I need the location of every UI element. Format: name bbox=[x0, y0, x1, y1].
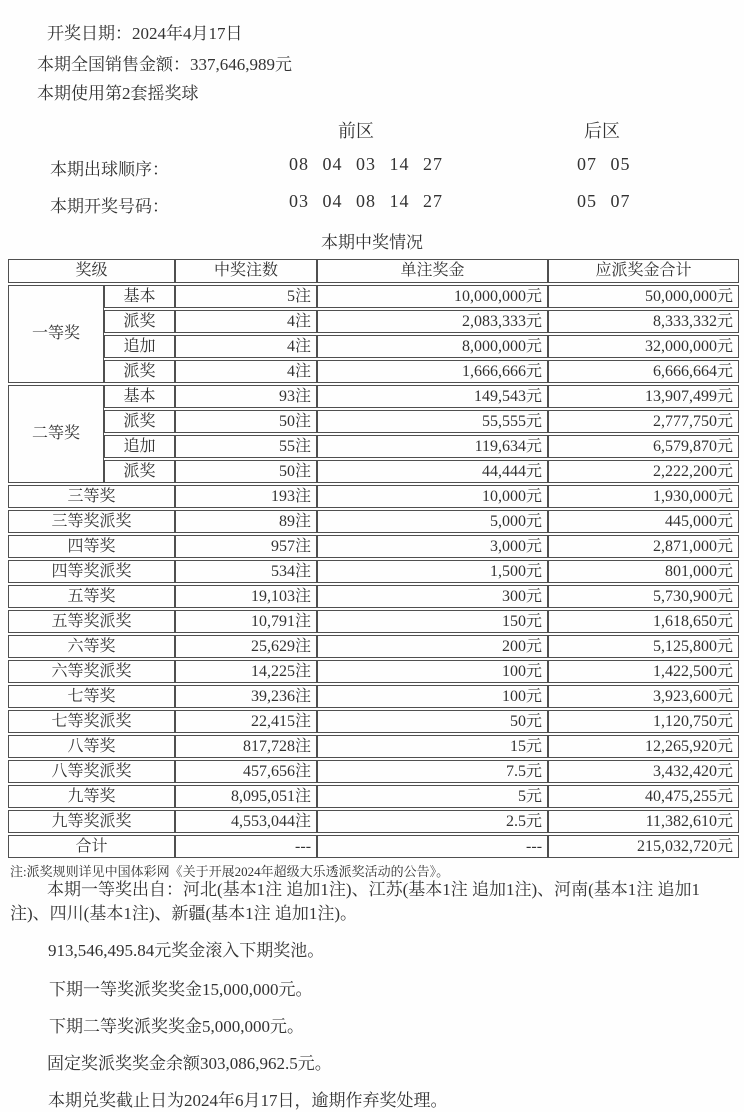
prize-level-cell: 八等奖 bbox=[8, 735, 175, 758]
prize-row bbox=[8, 435, 739, 458]
single-prize-cell: 15元 bbox=[317, 735, 548, 758]
bet-count-cell: 55注 bbox=[175, 435, 317, 458]
single-prize-cell: 55,555元 bbox=[317, 410, 548, 433]
bet-count-cell: 4,553,044注 bbox=[175, 810, 317, 833]
draw-order-back-numbers: 07 05 bbox=[577, 154, 631, 174]
prize-subtype-cell: 追加 bbox=[104, 335, 175, 358]
total-prize-cell: 40,475,255元 bbox=[548, 785, 739, 808]
single-prize-cell: 149,543元 bbox=[317, 385, 548, 408]
prize-row bbox=[8, 535, 739, 558]
prize-row bbox=[8, 460, 739, 483]
single-prize-cell: 7.5元 bbox=[317, 760, 548, 783]
header-bet-count: 中奖注数 bbox=[175, 259, 317, 283]
prize-level-cell: 三等奖派奖 bbox=[8, 510, 175, 533]
bet-count-cell: 4注 bbox=[175, 335, 317, 358]
total-single-prize-cell: --- bbox=[317, 835, 548, 858]
prize-row bbox=[8, 385, 739, 408]
single-prize-cell: 10,000,000元 bbox=[317, 285, 548, 308]
total-label-cell: 合计 bbox=[8, 835, 175, 858]
prize-row bbox=[8, 410, 739, 433]
winning-numbers-back: 05 07 bbox=[577, 191, 631, 211]
total-prize-cell: 2,871,000元 bbox=[548, 535, 739, 558]
prize-subtype-cell: 基本 bbox=[104, 385, 175, 408]
single-prize-cell: 100元 bbox=[317, 660, 548, 683]
total-prize-cell: 11,382,610元 bbox=[548, 810, 739, 833]
single-prize-cell: 1,500元 bbox=[317, 560, 548, 583]
total-prize-cell: 8,333,332元 bbox=[548, 310, 739, 333]
single-prize-cell: 200元 bbox=[317, 635, 548, 658]
prize-table-title: 本期中奖情况 bbox=[321, 233, 423, 252]
prize-level-cell: 四等奖派奖 bbox=[8, 560, 175, 583]
total-prize-cell: 1,120,750元 bbox=[548, 710, 739, 733]
single-prize-cell: 44,444元 bbox=[317, 460, 548, 483]
payout-rule-note: 注:派奖规则详见中国体彩网《关于开展2024年超级大乐透派奖活动的公告》。 bbox=[10, 864, 450, 879]
prize-row bbox=[8, 360, 739, 383]
single-prize-cell: 300元 bbox=[317, 585, 548, 608]
bet-count-cell: 957注 bbox=[175, 535, 317, 558]
bet-count-cell: 25,629注 bbox=[175, 635, 317, 658]
bet-count-cell: 817,728注 bbox=[175, 735, 317, 758]
prize-row bbox=[8, 560, 739, 583]
bet-count-cell: 8,095,051注 bbox=[175, 785, 317, 808]
bet-count-cell: 193注 bbox=[175, 485, 317, 508]
winning-numbers-label: 本期开奖号码： bbox=[50, 197, 169, 216]
total-prize-cell: 1,930,000元 bbox=[548, 485, 739, 508]
prize-level-cell: 一等奖 bbox=[8, 285, 104, 383]
prize-row bbox=[8, 610, 739, 633]
total-row bbox=[8, 835, 739, 858]
prize-level-cell: 四等奖 bbox=[8, 535, 175, 558]
bet-count-cell: 534注 bbox=[175, 560, 317, 583]
single-prize-cell: 8,000,000元 bbox=[317, 335, 548, 358]
prize-row bbox=[8, 335, 739, 358]
bet-count-cell: 39,236注 bbox=[175, 685, 317, 708]
total-prize-cell: 3,923,600元 bbox=[548, 685, 739, 708]
next-first-prize-note: 下期一等奖派奖奖金15,000,000元。 bbox=[49, 980, 313, 999]
redeem-deadline-note: 本期兑奖截止日为2024年6月17日，逾期作弃奖处理。 bbox=[48, 1091, 448, 1110]
next-second-prize-note: 下期二等奖派奖奖金5,000,000元。 bbox=[49, 1017, 304, 1036]
single-prize-cell: 5,000元 bbox=[317, 510, 548, 533]
rollover-note: 913,546,495.84元奖金滚入下期奖池。 bbox=[48, 941, 325, 960]
prize-table bbox=[8, 257, 739, 860]
header-prize-level: 奖级 bbox=[8, 259, 175, 283]
bet-count-cell: 4注 bbox=[175, 310, 317, 333]
prize-row bbox=[8, 735, 739, 758]
bet-count-cell: 14,225注 bbox=[175, 660, 317, 683]
single-prize-cell: 5元 bbox=[317, 785, 548, 808]
bet-count-cell: 19,103注 bbox=[175, 585, 317, 608]
prize-row bbox=[8, 785, 739, 808]
bet-count-cell: 4注 bbox=[175, 360, 317, 383]
prize-row bbox=[8, 685, 739, 708]
prize-level-cell: 六等奖 bbox=[8, 635, 175, 658]
total-prize-cell: 5,730,900元 bbox=[548, 585, 739, 608]
prize-level-cell: 九等奖 bbox=[8, 785, 175, 808]
prize-subtype-cell: 派奖 bbox=[104, 410, 175, 433]
prize-row bbox=[8, 310, 739, 333]
prize-row bbox=[8, 510, 739, 533]
header-single-prize: 单注奖金 bbox=[317, 259, 548, 283]
single-prize-cell: 3,000元 bbox=[317, 535, 548, 558]
total-prize-cell: 2,222,200元 bbox=[548, 460, 739, 483]
bet-count-cell: 50注 bbox=[175, 460, 317, 483]
total-prize-cell: 1,618,650元 bbox=[548, 610, 739, 633]
prize-row bbox=[8, 585, 739, 608]
prize-level-cell: 二等奖 bbox=[8, 385, 104, 483]
prize-level-cell: 九等奖派奖 bbox=[8, 810, 175, 833]
prize-row bbox=[8, 285, 739, 308]
single-prize-cell: 100元 bbox=[317, 685, 548, 708]
total-prize-cell: 5,125,800元 bbox=[548, 635, 739, 658]
single-prize-cell: 1,666,666元 bbox=[317, 360, 548, 383]
total-prize-cell: 801,000元 bbox=[548, 560, 739, 583]
total-amount-cell: 215,032,720元 bbox=[548, 835, 739, 858]
single-prize-cell: 150元 bbox=[317, 610, 548, 633]
prize-level-cell: 五等奖 bbox=[8, 585, 175, 608]
total-prize-cell: 32,000,000元 bbox=[548, 335, 739, 358]
bet-count-cell: 457,656注 bbox=[175, 760, 317, 783]
total-prize-cell: 6,666,664元 bbox=[548, 360, 739, 383]
total-prize-cell: 3,432,420元 bbox=[548, 760, 739, 783]
draw-order-label: 本期出球顺序： bbox=[50, 160, 169, 179]
ball-set-line: 本期使用第2套摇奖球 bbox=[37, 84, 199, 103]
total-count-cell: --- bbox=[175, 835, 317, 858]
total-prize-cell: 50,000,000元 bbox=[548, 285, 739, 308]
prize-row bbox=[8, 635, 739, 658]
bet-count-cell: 10,791注 bbox=[175, 610, 317, 633]
single-prize-cell: 2,083,333元 bbox=[317, 310, 548, 333]
bet-count-cell: 93注 bbox=[175, 385, 317, 408]
prize-level-cell: 七等奖派奖 bbox=[8, 710, 175, 733]
single-prize-cell: 119,634元 bbox=[317, 435, 548, 458]
back-zone-label: 后区 bbox=[584, 121, 620, 141]
prize-subtype-cell: 派奖 bbox=[104, 460, 175, 483]
prize-row bbox=[8, 485, 739, 508]
sales-amount-line: 本期全国销售金额：337,646,989元 bbox=[37, 55, 292, 74]
prize-row bbox=[8, 760, 739, 783]
draw-date-line: 开奖日期：2024年4月17日 bbox=[47, 24, 243, 43]
prize-level-cell: 三等奖 bbox=[8, 485, 175, 508]
total-prize-cell: 13,907,499元 bbox=[548, 385, 739, 408]
bet-count-cell: 5注 bbox=[175, 285, 317, 308]
single-prize-cell: 2.5元 bbox=[317, 810, 548, 833]
prize-subtype-cell: 基本 bbox=[104, 285, 175, 308]
total-prize-cell: 445,000元 bbox=[548, 510, 739, 533]
bet-count-cell: 89注 bbox=[175, 510, 317, 533]
prize-subtype-cell: 派奖 bbox=[104, 360, 175, 383]
prize-row bbox=[8, 810, 739, 833]
bet-count-cell: 50注 bbox=[175, 410, 317, 433]
prize-level-cell: 六等奖派奖 bbox=[8, 660, 175, 683]
total-prize-cell: 6,579,870元 bbox=[548, 435, 739, 458]
single-prize-cell: 10,000元 bbox=[317, 485, 548, 508]
prize-level-cell: 八等奖派奖 bbox=[8, 760, 175, 783]
prize-subtype-cell: 追加 bbox=[104, 435, 175, 458]
header-total-prize: 应派奖金合计 bbox=[548, 259, 739, 283]
prize-level-cell: 七等奖 bbox=[8, 685, 175, 708]
fixed-prize-balance-note: 固定奖派奖奖金余额303,086,962.5元。 bbox=[47, 1054, 332, 1073]
bet-count-cell: 22,415注 bbox=[175, 710, 317, 733]
front-zone-label: 前区 bbox=[338, 121, 374, 141]
prize-row bbox=[8, 660, 739, 683]
prize-level-cell: 五等奖派奖 bbox=[8, 610, 175, 633]
total-prize-cell: 12,265,920元 bbox=[548, 735, 739, 758]
winning-numbers-front: 03 04 08 14 27 bbox=[289, 191, 443, 211]
total-prize-cell: 1,422,500元 bbox=[548, 660, 739, 683]
prize-row bbox=[8, 710, 739, 733]
first-prize-origin-paragraph: 本期一等奖出自：河北(基本1注 追加1注)、江苏(基本1注 追加1注)、河南(基本1注 追加1注)、四川(基本1注)、新疆(基本1注 追加1注)。 bbox=[10, 880, 701, 923]
prize-table-header-row bbox=[8, 259, 739, 283]
total-prize-cell: 2,777,750元 bbox=[548, 410, 739, 433]
single-prize-cell: 50元 bbox=[317, 710, 548, 733]
prize-subtype-cell: 派奖 bbox=[104, 310, 175, 333]
draw-order-front-numbers: 08 04 03 14 27 bbox=[289, 154, 443, 174]
